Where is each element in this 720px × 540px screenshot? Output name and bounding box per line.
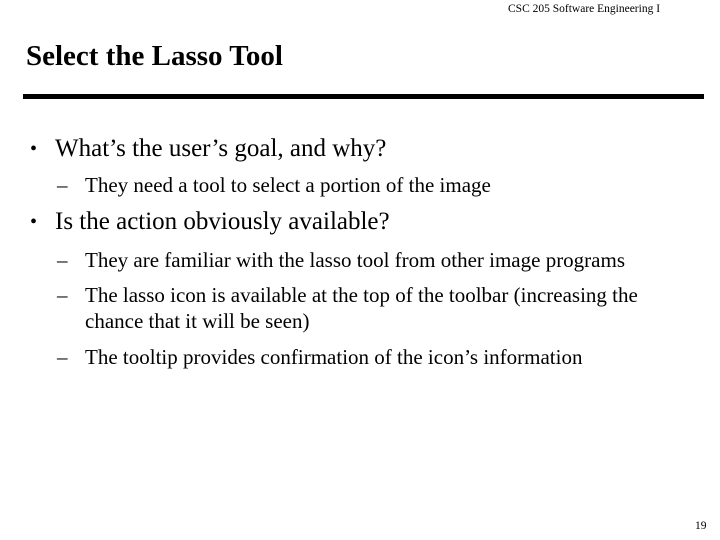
bullet-text: What’s the user’s goal, and why? xyxy=(55,135,387,162)
sub-bullet-marker: – xyxy=(57,173,68,197)
bullet-marker: • xyxy=(30,211,38,233)
sub-bullet-text: The lasso icon is available at the top of the toolbar (increasing the chance that it will be seen) xyxy=(85,283,638,333)
slide-title: Select the Lasso Tool xyxy=(26,40,283,72)
course-header: CSC 205 Software Engineering I xyxy=(508,3,661,15)
sub-bullet-text: They are familiar with the lasso tool from other image programs xyxy=(85,248,626,272)
sub-bullet-marker: – xyxy=(57,345,68,369)
title-divider xyxy=(23,94,704,99)
sub-bullet-marker: – xyxy=(57,283,68,307)
sub-bullet-marker: – xyxy=(57,248,68,272)
bullet-text: Is the action obviously available? xyxy=(55,208,390,235)
sub-bullet-text: The tooltip provides confirmation of the icon’s information xyxy=(85,345,583,369)
sub-bullet-text: They need a tool to select a portion of the image xyxy=(85,173,491,197)
bullet-marker: • xyxy=(30,138,38,160)
page-number: 19 xyxy=(695,520,707,532)
